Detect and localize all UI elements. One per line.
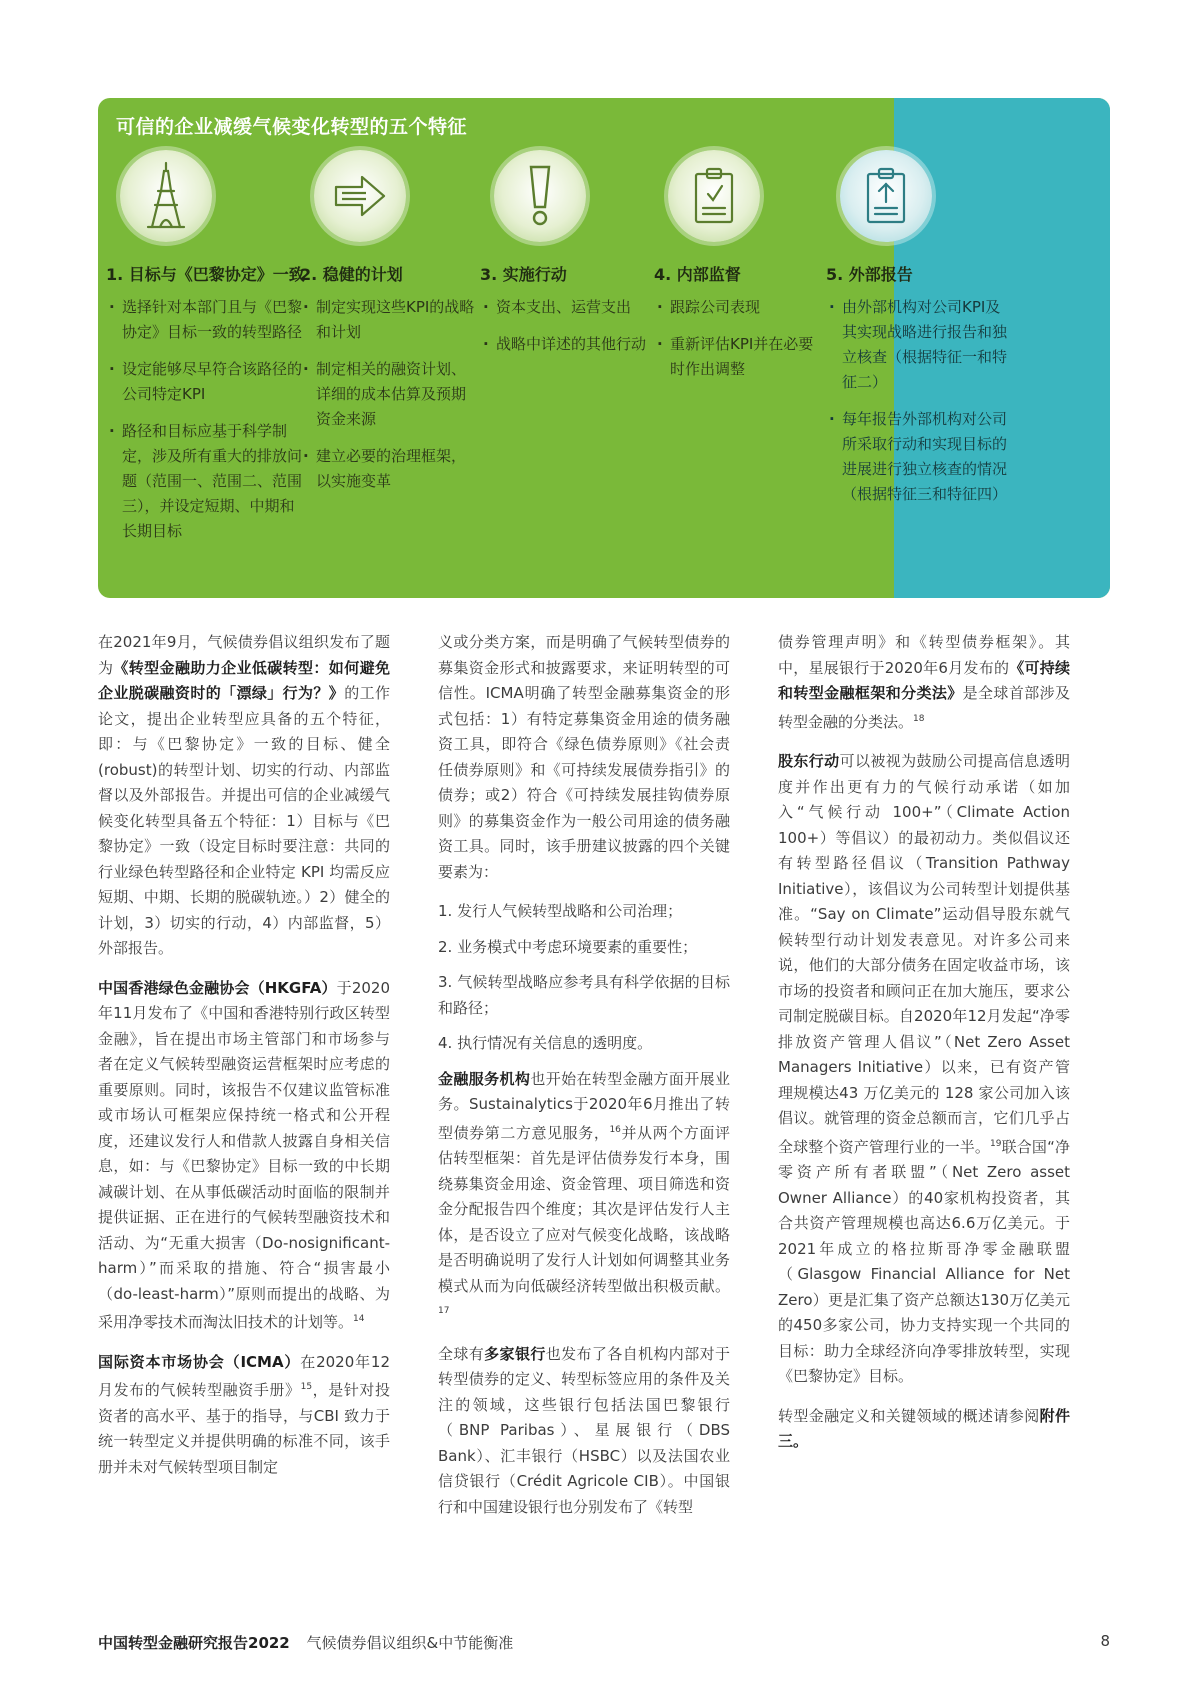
list-item: 4. 执行情况有关信息的透明度。 [438, 1034, 653, 1052]
feature-5-bullet: · 每年报告外部机构对公司所采取行动和实现目标的进展进行独立核查的情况（根据特征三和特征四） [826, 407, 1010, 507]
feature-5-heading: 5. 外部报告 [826, 265, 913, 284]
list-item: 2. 业务模式中考虑环境要素的重要性； [438, 937, 698, 956]
feature-2-bullet: · 制定实现这些KPI的战略和计划 [300, 295, 476, 345]
paragraph: 全球有多家银行也发布了各自机构内部对于转型债券的定义、转型标签应用的条件及关注的领域，这些银行包括法国巴黎银行（BNP Paribas）、星展银行（DBS Bank）、汇丰银行（HSBC）以及法国农业信贷银行（Crédit Agricole CIB）。中国银行和中国建设银行也分别发布了《转型 [438, 1344, 730, 1516]
paragraph: 在2021年9月，气候债券倡议组织发布了题为《转型金融助力企业低碳转型：如何避免企业脱碳融资时的「漂绿」行为？》的工作论文，提出企业转型应具备的五个特征，即：与《巴黎协定》一致的目标、健全(robust)的转型计划、切实的行动、内部监督以及外部报告。并提出可信的企业减缓气候变化转型具备五个特征：1）目标与《巴黎协定》一致（设定目标时要注意：共同的行业绿色转型路径和企业特定 KPI 均需反应短期、中期、长期的脱碳轨迹。）2）健全的计划，3）切实的行动，4）内部监督，5）外部报告。 [98, 633, 390, 957]
feature-3-bullet: · 资本支出、运营支出 [480, 295, 650, 320]
feature-1 [106, 150, 305, 556]
paragraph: 股东行动可以被视为鼓励公司提高信息透明度并作出更有力的气候行动承诺（如加入“气候行动 100+”（Climate Action 100+）等倡议）的最初动力。类似倡议还有转型路径倡议（Transition Pathway Initiative），该倡议为公司转型计划提供基准。“Say on Climate”运动倡导股东就气候转型行动计划发表意见。对许多公司来说，他们的大部分债务在固定收益市场，该市场的投资者和顾问正在加大施压，要求公司制定脱碳目标。自2020年12月发起“净零排放资产管理人倡议”（Net Zero Asset Managers Initiative）以来，已有资产管理规模达43 万亿美元的 128 家公司加入该倡议。就管理的资金总额而言，它们几乎占全球整个资产管理行业的一半。$^{19}$联合国“净零资产所有者联盟”（Net Zero asset Owner Alliance）的40家机构投资者，其合共资产管理规模也高达6.6万亿美元。于2021年成立的格拉斯哥净零金融联盟（Glasgow Financial Alliance for Net Zero）更是汇集了资产总额达130万亿美元的450多家公司，协力支持实现一个共同的目标：助力全球经济向净零排放转型，实现《巴黎协定》目标。 [778, 752, 1070, 1385]
page-footer [98, 1632, 1110, 1653]
body-column-1 [98, 630, 390, 1494]
feature-1-bullet: · 路径和目标应基于科学制定，涉及所有重大的排放问题（范围一、范围二、范围三），并设定短期、中期和长期目标 [106, 419, 302, 544]
feature-4-bullet: · 重新评估KPI并在必要时作出调整 [654, 332, 824, 382]
list-item: 3. 气候转型战略应参考具有科学依据的目标和路径； [438, 973, 730, 1017]
arrow-right-icon [314, 150, 406, 242]
feature-3-bullet: · 战略中详述的其他行动 [480, 332, 650, 357]
exclamation-icon [494, 150, 586, 242]
feature-4 [654, 150, 824, 394]
feature-1-bullet: · 选择针对本部门且与《巴黎协定》目标一致的转型路径 [106, 295, 302, 345]
footer-organization: 气候债券倡议组织&中节能衡准 [306, 1634, 514, 1652]
body-column-3 [778, 630, 1070, 1469]
paragraph: 金融服务机构也开始在转型金融方面开展业务。Sustainalytics于2020年6月推出了转型债券第二方意见服务，$^{16}$并从两个方面评估转型框架：首先是评估债券发行本身，围绕募集资金用途、资金管理、项目筛选和资金分配报告四个维度；其次是评估发行人主体，是否设立了应对气候变化战略，该战略是否明确说明了发行人计划如何调整其业务模式从而为向低碳经济转型做出积极贡献。$^{17}$ [438, 1069, 730, 1316]
eiffel-tower-icon [120, 150, 212, 242]
paragraph: 国际资本市场协会（ICMA）在2020年12月发布的气候转型融资手册》$^{15}$，是针对投资者的高水平、基于的指导，与CBI 致力于统一转型定义并提供明确的标准不同，该手册并未对气候转型项目制定 [98, 1352, 390, 1476]
clipboard-check-icon [668, 150, 760, 242]
feature-4-bullet: · 跟踪公司表现 [654, 295, 824, 320]
feature-3 [480, 150, 650, 369]
feature-4-heading: 4. 内部监督 [654, 265, 741, 284]
feature-5-bullet: · 由外部机构对公司KPI及其实现战略进行报告和独立核查（根据特征一和特征二） [826, 295, 1010, 395]
feature-3-heading: 3. 实施行动 [480, 265, 567, 284]
feature-2-heading: 2. 稳健的计划 [300, 265, 403, 284]
feature-5 [826, 150, 1010, 519]
feature-1-heading: 1. 目标与《巴黎协定》一致 [106, 265, 305, 284]
feature-1-bullet: · 设定能够尽早符合该路径的公司特定KPI [106, 357, 302, 407]
clipboard-upload-icon [840, 150, 932, 242]
feature-2-bullet: · 建立必要的治理框架，以实施变革 [300, 444, 476, 494]
paragraph: 债券管理声明》和《转型债券框架》。其中，星展银行于2020年6月发布的《可持续和转型金融框架和分类法》是全球首部涉及转型金融的分类法。$^{18}$ [778, 633, 1070, 731]
paragraph: 义或分类方案，而是明确了气候转型债券的募集资金形式和披露要求，来证明转型的可信性。ICMA明确了转型金融募集资金的形式包括：1）有特定募集资金用途的债务融资工具，即符合《绿色债券原则》《社会责任债券原则》和《可持续发展债券指引》的债券；或2）符合《可持续发展挂钩债券原则》的募集资金作为一般公司用途的债务融资工具。同时，该手册建议披露的四个关键要素为： [438, 633, 730, 881]
footer-report-title: 中国转型金融研究报告2022 [98, 1634, 290, 1652]
paragraph: 中国香港绿色金融协会（HKGFA）于2020年11月发布了《中国和香港特别行政区转型金融》，旨在提出市场主管部门和市场参与者在定义气候转型融资运营框架时应考虑的重要原则。同时，该报告不仅建议监管标准或市场认可框架应保持统一格式和公开程度，还建议发行人和借款人披露自身相关信息，如：与《巴黎协定》目标一致的中长期减碳计划、在从事低碳活动时面临的限制并提供证据、正在进行的气候转型融资技术和活动、为“无重大损害（Do-nosignificant-harm）”而采取的措施、符合“损害最小（do-least-harm）”原则而提出的战略、为采用净零技术而淘汰旧技术的计划等。$^{14}$ [98, 978, 390, 1331]
list-item: 1. 发行人气候转型战略和公司治理； [438, 902, 683, 920]
page-number: 8 [1100, 1632, 1110, 1650]
body-column-2 [438, 630, 730, 1534]
feature-2 [300, 150, 476, 506]
feature-2-bullet: · 制定相关的融资计划、详细的成本估算及预期资金来源 [300, 357, 476, 432]
panel-title: 可信的企业减缓气候变化转型的五个特征 [116, 116, 468, 138]
paragraph: 转型金融定义和关键领域的概述请参阅附件三。 [778, 1406, 1070, 1450]
key-elements-list [438, 899, 730, 1057]
features-panel [98, 98, 1110, 598]
